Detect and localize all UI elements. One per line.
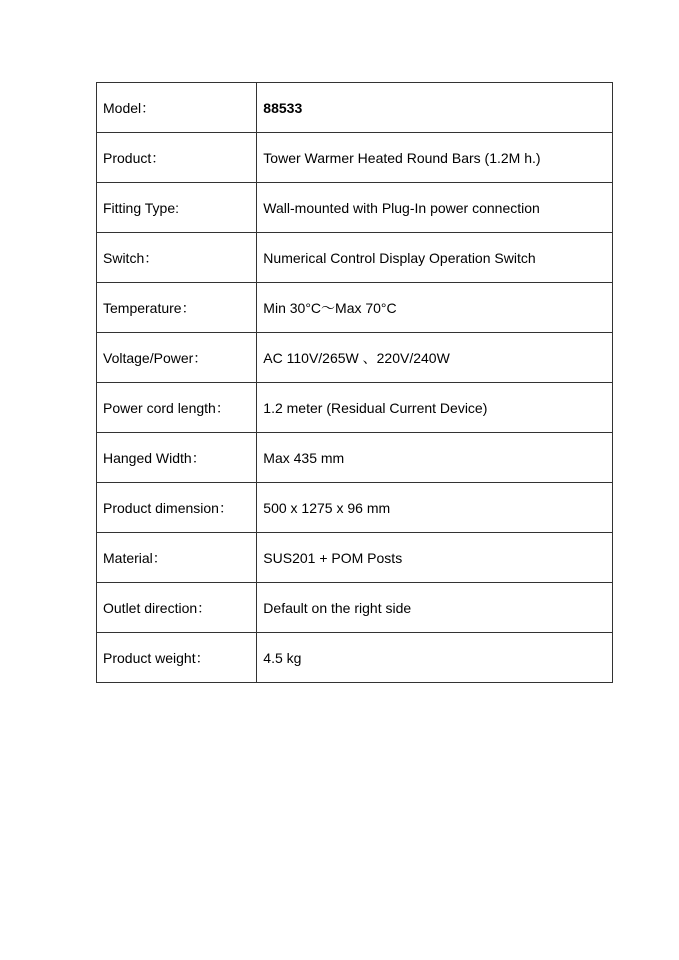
- spec-value-product-dimension: 500 x 1275 x 96 mm: [257, 483, 613, 533]
- table-row: [97, 183, 613, 233]
- spec-label-power-cord-length: Power cord length：: [97, 383, 257, 433]
- spec-value-product-weight: 4.5 kg: [257, 633, 613, 683]
- spec-label-hanged-width: Hanged Width：: [97, 433, 257, 483]
- spec-value-hanged-width: Max 435 mm: [257, 433, 613, 483]
- spec-value-fitting-type: Wall-mounted with Plug-In power connection: [257, 183, 613, 233]
- spec-label-fitting-type: Fitting Type:: [97, 183, 257, 233]
- spec-label-model: Model：: [97, 83, 257, 133]
- spec-label-temperature: Temperature：: [97, 283, 257, 333]
- spec-value-power-cord-length: 1.2 meter (Residual Current Device): [257, 383, 613, 433]
- table-row: [97, 283, 613, 333]
- table-row: [97, 233, 613, 283]
- table-row: [97, 133, 613, 183]
- spec-label-outlet-direction: Outlet direction：: [97, 583, 257, 633]
- spec-value-switch: Numerical Control Display Operation Switch: [257, 233, 613, 283]
- spec-label-voltage-power: Voltage/Power：: [97, 333, 257, 383]
- table-row: [97, 483, 613, 533]
- spec-value-material: SUS201 + POM Posts: [257, 533, 613, 583]
- spec-label-product-weight: Product weight：: [97, 633, 257, 683]
- spec-label-switch: Switch：: [97, 233, 257, 283]
- table-row: [97, 433, 613, 483]
- spec-value-model: 88533: [257, 83, 613, 133]
- spec-label-material: Material：: [97, 533, 257, 583]
- spec-value-outlet-direction: Default on the right side: [257, 583, 613, 633]
- table-row: [97, 583, 613, 633]
- spec-label-product: Product：: [97, 133, 257, 183]
- table-row: [97, 533, 613, 583]
- spec-value-voltage-power: AC 110V/265W 、220V/240W: [257, 333, 613, 383]
- table-row: [97, 383, 613, 433]
- spec-value-product: Tower Warmer Heated Round Bars (1.2M h.): [257, 133, 613, 183]
- table-row: [97, 333, 613, 383]
- table-row: [97, 83, 613, 133]
- spec-label-product-dimension: Product dimension：: [97, 483, 257, 533]
- spec-table: [96, 82, 613, 683]
- table-row: [97, 633, 613, 683]
- spec-value-temperature: Min 30°C～Max 70°C: [257, 283, 613, 333]
